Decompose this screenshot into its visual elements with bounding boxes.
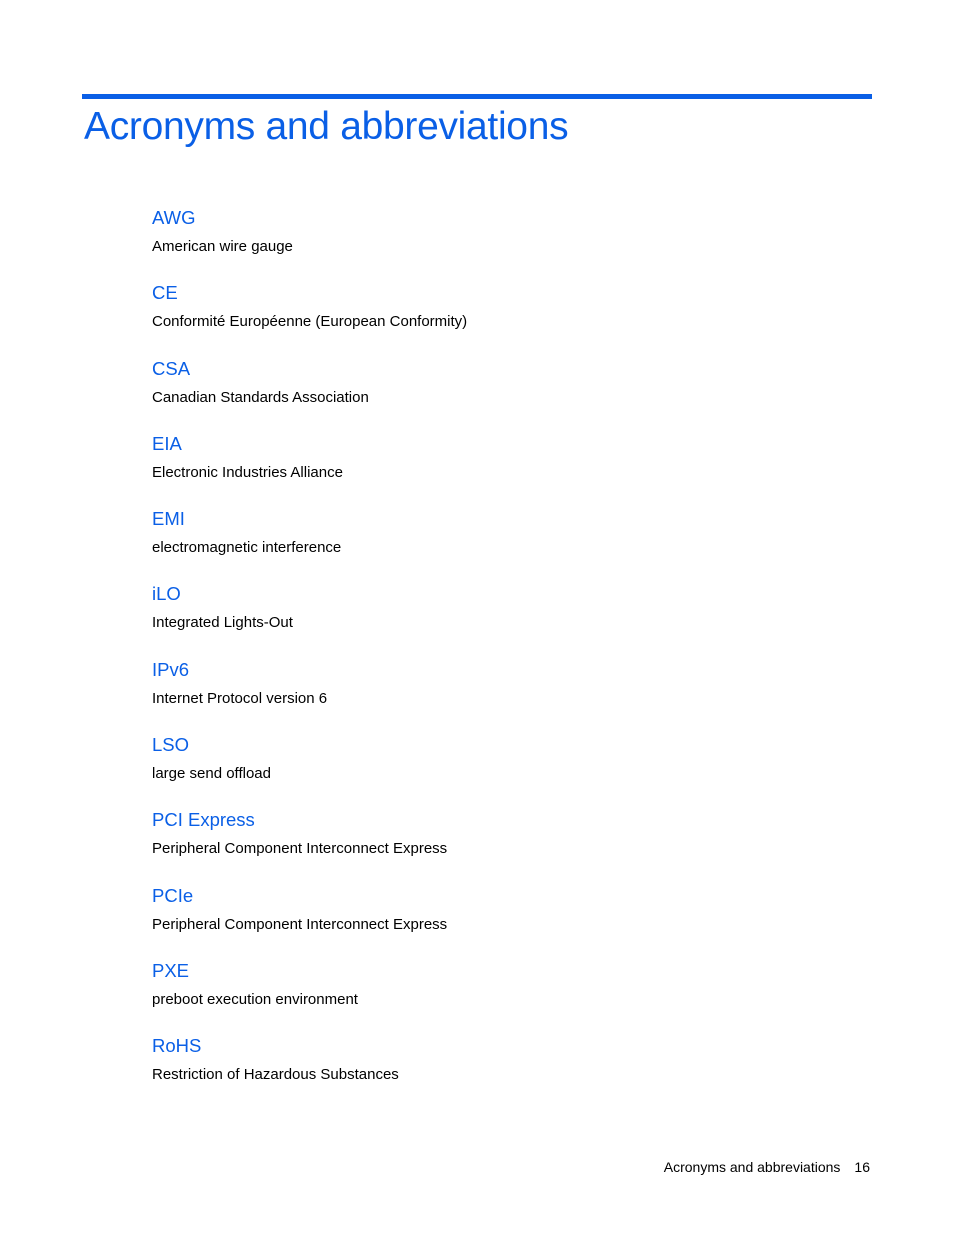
acronym-term: CSA — [152, 357, 191, 379]
acronym-definition: Electronic Industries Alliance — [152, 463, 343, 481]
acronym-term: PXE — [152, 959, 190, 981]
acronym-definition: Peripheral Component Interconnect Express — [152, 915, 448, 933]
acronym-term: EMI — [152, 508, 185, 530]
acronym-definition: Peripheral Component Interconnect Express — [152, 840, 448, 858]
acronym-entry — [152, 506, 852, 581]
acronym-entry — [152, 205, 852, 280]
acronym-entry — [152, 732, 852, 807]
acronym-term: EIA — [152, 432, 182, 454]
page-title: Acronyms and abbreviations — [84, 105, 569, 148]
acronym-definition: preboot execution environment — [152, 990, 358, 1008]
acronym-term: RoHS — [152, 1035, 202, 1057]
acronym-definition: American wire gauge — [152, 238, 293, 255]
acronym-definition: Canadian Standards Association — [152, 388, 369, 406]
acronym-definition: Integrated Lights-Out — [152, 614, 293, 632]
acronym-entry — [152, 657, 852, 732]
page-number: 16 — [854, 1159, 870, 1175]
acronym-definition: Restriction of Hazardous Substances — [152, 1066, 399, 1084]
acronym-entry — [152, 807, 852, 882]
acronym-term: iLO — [152, 583, 181, 605]
acronym-entry — [152, 581, 852, 656]
acronym-term: PCIe — [152, 884, 194, 906]
acronym-entry — [152, 280, 852, 355]
acronym-entry — [152, 1033, 852, 1108]
acronym-definition: Internet Protocol version 6 — [152, 689, 328, 707]
acronym-term: LSO — [152, 734, 190, 756]
title-rule — [82, 94, 872, 99]
acronym-term: AWG — [152, 207, 196, 228]
acronym-entry — [152, 356, 852, 431]
footer-section-title: Acronyms and abbreviations — [663, 1159, 841, 1175]
acronym-definition: electromagnetic interference — [152, 539, 342, 557]
acronym-entry — [152, 883, 852, 958]
acronym-entry — [152, 958, 852, 1033]
acronym-term: PCI Express — [152, 809, 255, 831]
acronym-definition: Conformité Européenne (European Conformity) — [152, 313, 468, 331]
acronym-term: IPv6 — [152, 658, 190, 680]
acronym-term: CE — [152, 282, 178, 304]
page-footer — [664, 1157, 870, 1177]
acronym-list — [152, 205, 852, 1109]
acronym-entry — [152, 431, 852, 506]
acronym-definition: large send offload — [152, 765, 271, 783]
